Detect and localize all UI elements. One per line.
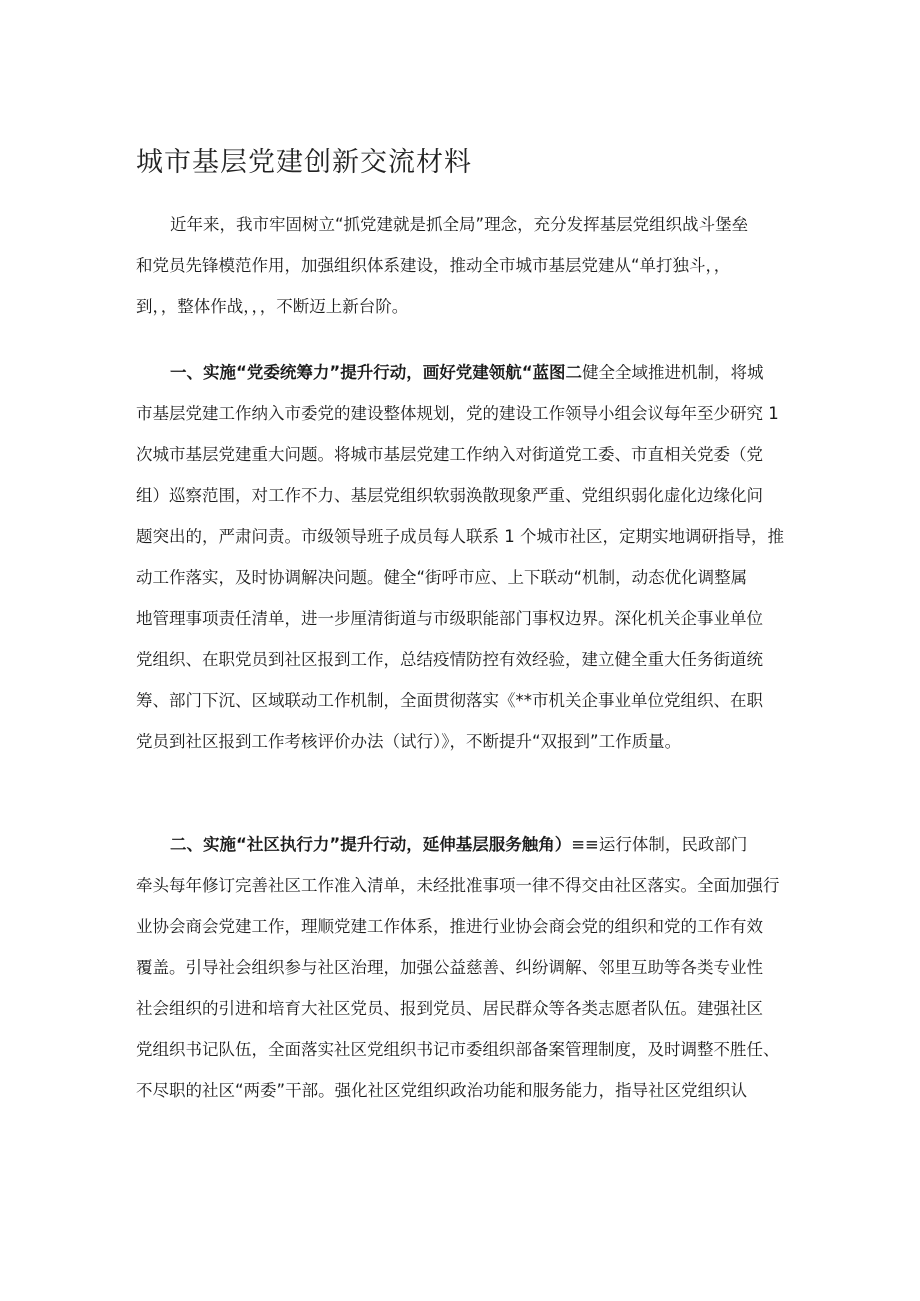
- section-2-line: 牵头每年修订完善社区工作准入清单，未经批准事项一律不得交由社区落实。全面加强行: [136, 876, 780, 895]
- section-1-line: 筹、部门下沉、区域联动工作机制，全面贯彻落实《**市机关企事业单位党组织、在职: [136, 691, 763, 710]
- section-2-first-line-rest: ≡≡运行体制，民政部门: [571, 835, 748, 854]
- section-2-line: 党组织书记队伍，全面落实社区党组织书记市委组织部备案管理制度，及时调整不胜任、: [136, 1040, 780, 1059]
- intro-line: 到，，整体作战，，，不断迈上新台阶。: [136, 297, 409, 316]
- section-1-paragraph: [136, 352, 796, 762]
- document-title: 城市基层党建创新交流材料: [136, 147, 472, 178]
- section-1-line: 组）巡察范围，对工作不力、基层党组织软弱涣散现象严重、党组织弱化虚化边缘化问: [136, 486, 763, 505]
- section-1-line: 地管理事项责任清单，进一步厘清街道与市级职能部门事权边界。深化机关企事业单位: [136, 609, 763, 628]
- section-2-heading: 二、实施“社区执行力”提升行动，延伸基层服务触角）: [170, 835, 572, 854]
- section-2-paragraph: [136, 824, 796, 1111]
- section-1-line: 次城市基层党建重大问题。将城市基层党建工作纳入对街道党工委、市直相关党委（党: [136, 445, 763, 464]
- section-2-line: 覆盖。引导社会组织参与社区治理，加强公益慈善、纠纷调解、邻里互助等各类专业性: [136, 958, 763, 977]
- intro-line: 近年来，我市牢固树立“抓党建就是抓全局”理念，充分发挥基层党组织战斗堡垒: [170, 215, 749, 234]
- section-2-line: 不尽职的社区“两委”干部。强化社区党组织政治功能和服务能力，指导社区党组织认: [136, 1081, 748, 1100]
- section-1-heading: 一、实施“党委统筹力”提升行动，画好党建领航“蓝图二: [170, 363, 583, 382]
- section-1-line: 党员到社区报到工作考核评价办法（试行）》，不断提升“双报到”工作质量。: [136, 732, 682, 751]
- section-2-line: 业协会商会党建工作，理顺党建工作体系，推进行业协会商会党的组织和党的工作有效: [136, 917, 763, 936]
- section-2-line: 社会组织的引进和培育大社区党员、报到党员、居民群众等各类志愿者队伍。建强社区: [136, 999, 763, 1018]
- section-1-line: 题突出的，严肃问责。市级领导班子成员每人联系 1 个城市社区，定期实地调研指导，推: [136, 527, 784, 546]
- section-2-first-line: [136, 824, 796, 865]
- intro-paragraph: [136, 204, 796, 327]
- section-1-first-line-rest: 健全全域推进机制，将城: [582, 363, 764, 382]
- section-1-line: 市基层党建工作纳入市委党的建设整体规划，党的建设工作领导小组会议每年至少研究 1: [136, 404, 779, 423]
- section-1-line: 党组织、在职党员到社区报到工作，总结疫情防控有效经验，建立健全重大任务街道统: [136, 650, 763, 669]
- section-1-first-line: [136, 352, 796, 393]
- intro-line: 和党员先锋模范作用，加强组织体系建设，推动全市城市基层党建从“单打独斗，，: [136, 256, 731, 275]
- section-1-line: 动工作落实，及时协调解决问题。健全“街呼市应、上下联动“机制，动态优化调整属: [136, 568, 748, 587]
